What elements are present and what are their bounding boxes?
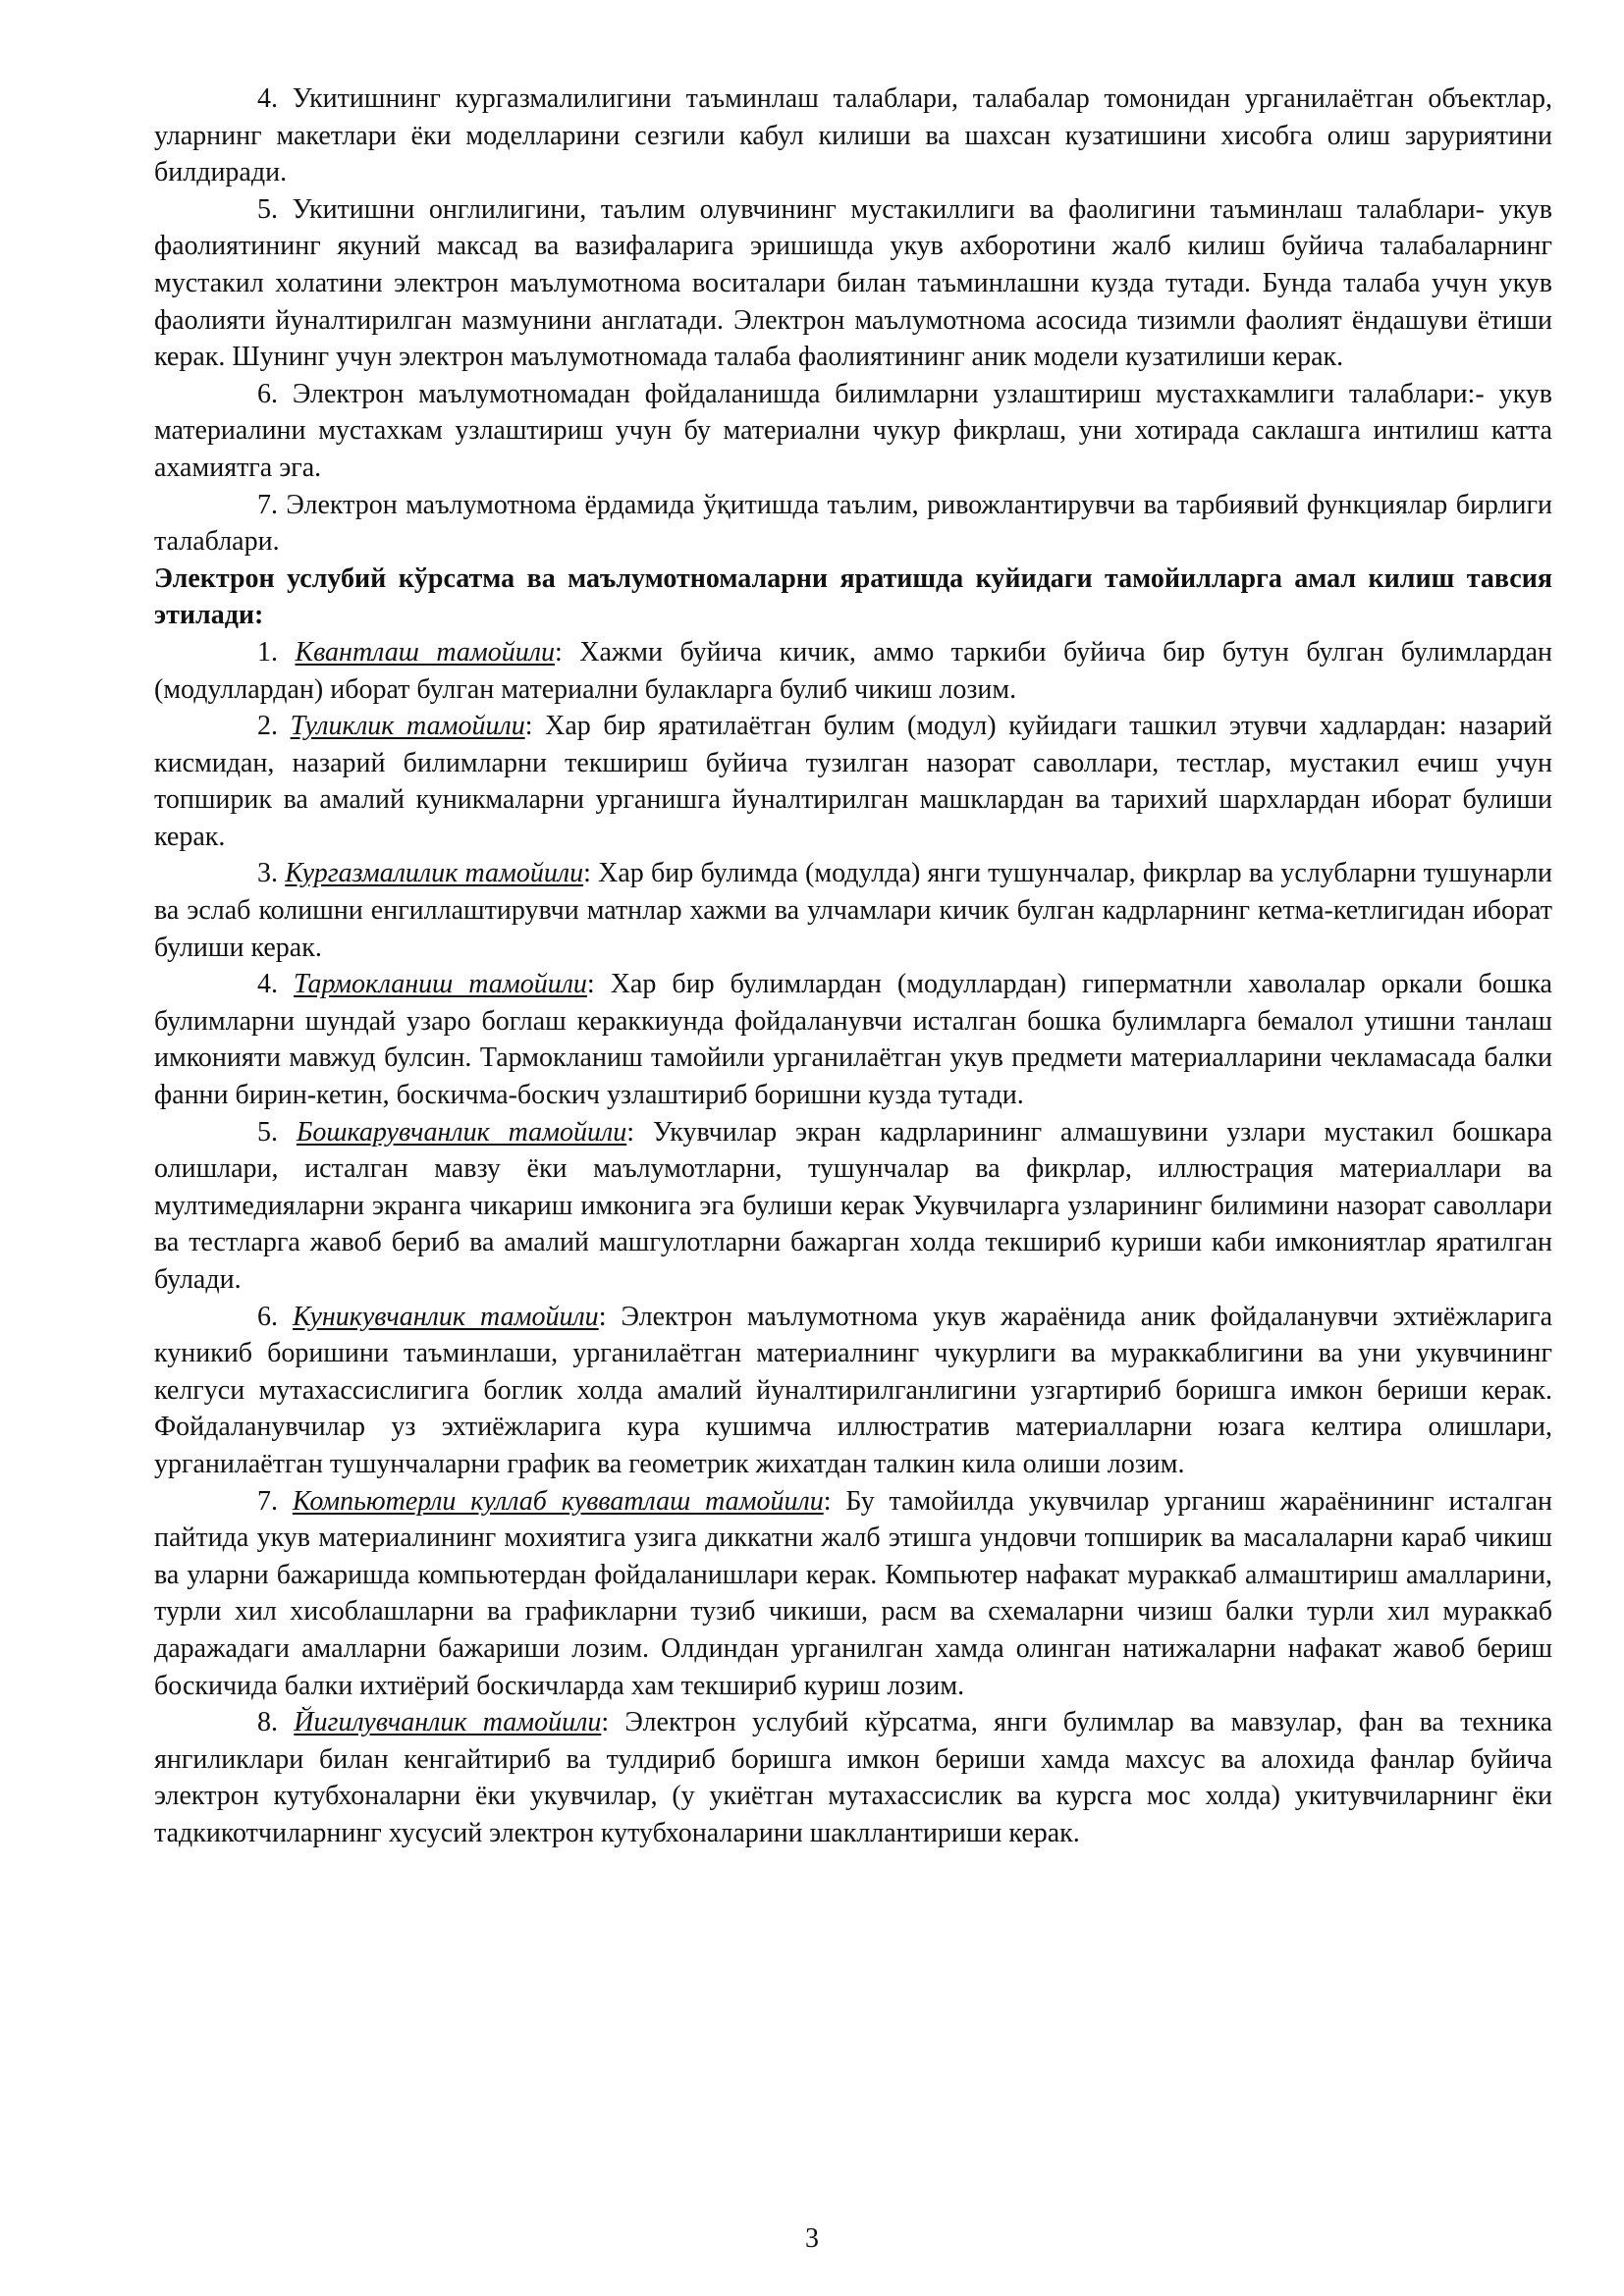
principle-number: 3. xyxy=(257,858,278,889)
section-heading: Электрон услубий кўрсатма ва маълумотномаларни яратишда куйидаги тамойилларга амал килиш тавсия этилади: xyxy=(154,562,1552,631)
principle-term: Бошкарувчанлик тамойили xyxy=(296,1116,627,1148)
paragraph-requirement-4: 4. Укитишнинг кургазмалилигини таъминлаш талаблари, талабалар томонидан урганилаётган объектлар, уларнинг макетлари ёки моделларини сезгили кабул килиши ва шахсан кузатишини хисобга олиш заруриятини билдиради. xyxy=(154,83,1552,188)
principle-text: : Хажми буйича кичик, аммо таркиби буйича бир бутун булган булимлардан (модуллардан) иборат булган материални булакларга булиб чикиш лозим. xyxy=(154,636,1553,705)
principle-number: 7. xyxy=(257,1485,278,1517)
principle-term: Кургазмалилик тамойили xyxy=(285,858,584,889)
principle-text: : Электрон услубий кўрсатма, янги булимлар ва мавзулар, фан ва техника янгиликлари билан кенгайтириб ва тулдириб боришга имкон бериши хамда махсус ва алохида фанлар буйича электрон кутубхоналарни ёки укувчилар, (у укиётган мутахассислик ва курсга мос холда) укитувчиларнинг ёки тадкикотчиларнинг хусусий электрон кутубхоналарини шакллантириши керак. xyxy=(154,1707,1553,1848)
principle-1 xyxy=(154,634,1552,708)
principle-number: 1. xyxy=(257,636,278,667)
principle-text: : Укувчилар экран кадрларининг алмашувини узлари мустакил бошкара олишлари, исталган мавзу ёки маълумотларни, тушунчалар ва фикрлар, иллюстрация материаллари ва мултимедияларни экранга чикариш имконига эга булиши керак Укувчиларга узларининг билимини назорат саволлари ва тестларга жавоб бериб ва амалий машгулотларни бажарган холда текшириб куриши каби имкониятлар яратилган булади. xyxy=(154,1116,1552,1295)
principle-text: : Хар бир булимлардан (модуллардан) гиперматнли хаволалар оркали бошка булимларни шундай узаро боглаш кераккиунда фойдаланувчи исталган бошка булимларга бемалол утишни танлаш имконияти мавжуд булсин. Тармокланиш тамойили урганилаётган укув предмети материалларини чекламасада балки фанни бирин-кетин, боскичма-боскич узлаштириб боришни кузда тутади. xyxy=(154,969,1552,1111)
paragraph-requirement-6: 6. Электрон маълумотномадан фойдаланишда билимларни узлаштириш мустахкамлиги талаблари:- укув материалини мустахкам узлаштириш учун бу материални чукур фикрлаш, уни хотирада саклашга интилиш катта ахамиятга эга. xyxy=(154,378,1552,483)
paragraph-requirement-7: 7. Электрон маълумотнома ёрдамида ўқитишда таълим, ривожлантирувчи ва тарбиявий функциялар бирлиги талаблари. xyxy=(154,489,1552,558)
principle-text: : Бу тамойилда укувчилар урганиш жараёнининг исталган пайтида укув материалининг мохиятига узига диккатни жалб этишга ундовчи топширик ва масалаларни караб чикиш ва уларни бажаришда компьютердан фойдаланишлари керак. Компьютер нафакат мураккаб алмаштириш амалларини, турли хил хисоблашларни ва графикларни тузиб чикиши, расм ва схемаларни чизиш балки турли хил мураккаб даражадаги амалларни бажариши лозим. Олдиндан урганилган хамда олинган натижаларни нафакат жавоб бериш боскичида балки ихтиёрий боскичларда хам текшириб куриш лозим. xyxy=(154,1485,1552,1701)
paragraph-requirement-5: 5. Укитишни онглилигини, таълим олувчининг мустакиллиги ва фаолигини таъминлаш талаблари- укув фаолиятининг якуний максад ва вазифаларига эришишда укув ахборотини жалб килиш буйича талабаларнинг мустакил холатини электрон маълумотнома воситалари билан таъминлашни кузда тутади. Бунда талаба учун укув фаолияти йуналтирилган мазмунини англатади. Электрон маълумотнома асосида тизимли фаолият ёндашуви ётиши керак. Шунинг учун электрон маълумотномада талаба фаолиятининг аник модели кузатилиши керак. xyxy=(154,193,1552,373)
principle-7 xyxy=(154,1483,1552,1705)
principle-2 xyxy=(154,708,1552,855)
principle-term: Тармокланиш тамойили xyxy=(294,969,587,1000)
principle-number: 6. xyxy=(257,1301,278,1332)
page-number: 3 xyxy=(805,2223,819,2254)
principle-6 xyxy=(154,1299,1552,1483)
principle-number: 2. xyxy=(257,711,278,742)
principle-number: 4. xyxy=(257,969,278,1000)
principle-number: 8. xyxy=(257,1707,278,1738)
principle-term: Йигилувчанлик тамойили xyxy=(294,1707,602,1738)
principle-5 xyxy=(154,1114,1552,1299)
principle-term: Квантлаш тамойили xyxy=(295,636,555,667)
principle-3 xyxy=(154,855,1552,966)
principle-term: Туликлик тамойили xyxy=(290,711,525,742)
principle-text: : Электрон маълумотнома укув жараёнида аник фойдаланувчи эхтиёжларига куникиб боришини таъминлаши, урганилаётган материалнинг чукурлиги ва мураккаблигини ва уни укувчининг келгуси мутахассислигига боглик холда амалий йуналтирилганлигини узгартириб боришга имкон бериши керак. Фойдаланувчилар уз эхтиёжларига кура кушимча иллюстратив материалларни юзага келтира олишлари, урганилаётган тушунчаларни график ва геометрик жихатдан талкин кила олиши лозим. xyxy=(154,1301,1552,1479)
document-page xyxy=(154,80,1552,1852)
principle-term: Куникувчанлик тамойили xyxy=(293,1301,599,1332)
principle-number: 5. xyxy=(257,1116,278,1148)
principle-text: : Хар бир булимда (модулда) янги тушунчалар, фикрлар ва услубларни тушунарли ва эслаб колишни енгиллаштирувчи матнлар хажми ва улчамлари кичик булган кадрларнинг кетма-кетлигидан иборат булиши керак. xyxy=(154,858,1553,963)
principle-4 xyxy=(154,966,1552,1113)
principle-text: : Хар бир яратилаётган булим (модул) куйидаги ташкил этувчи хадлардан: назарий кисмидан, назарий билимларни текшириш буйича тузилган назорат саволлари, тестлар, мустакил ечиш учун топширик ва амалий куникмаларни урганишга йуналтирилган машклардан ва тарихий шархлардан иборат булиши керак. xyxy=(154,711,1552,852)
principle-term: Компьютерли куллаб кувватлаш тамойили xyxy=(292,1485,824,1517)
principle-8 xyxy=(154,1704,1552,1851)
